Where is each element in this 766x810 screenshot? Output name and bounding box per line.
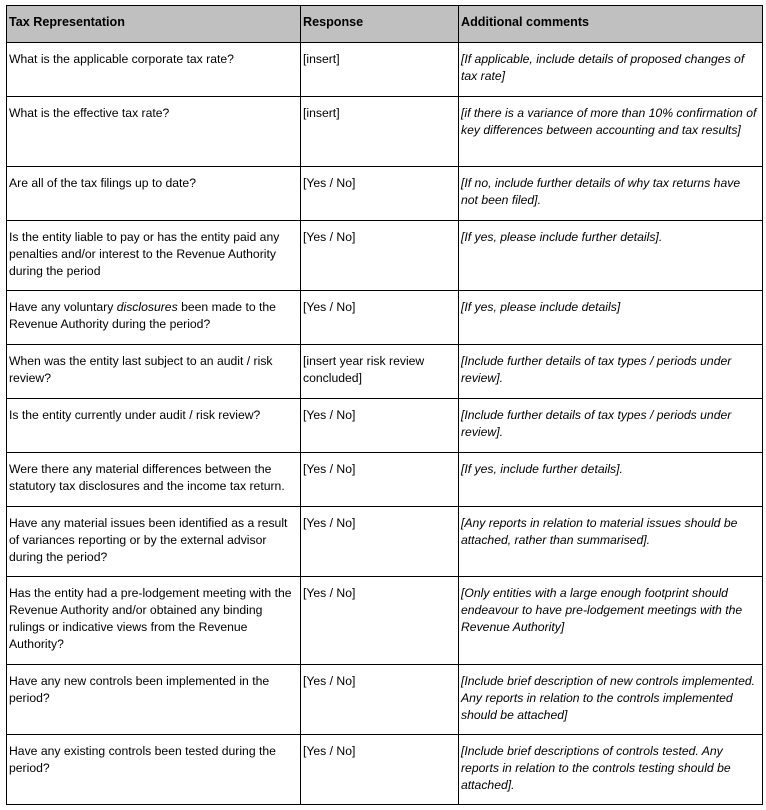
response-cell[interactable]: [Yes / No]: [301, 665, 459, 735]
question-text: Have any voluntary: [9, 300, 117, 314]
table-row: [7, 399, 763, 453]
question-cell: Have any material issues been identified as a result of variances reporting or by the external advisor during the period?: [7, 507, 301, 577]
comment-cell: [if there is a variance of more than 10% confirmation of key differences between accounting and tax results]: [459, 97, 763, 167]
response-cell[interactable]: [Yes / No]: [301, 453, 459, 507]
response-cell[interactable]: [Yes / No]: [301, 221, 459, 291]
comment-cell: [Include further details of tax types / periods under review].: [459, 399, 763, 453]
header-tax-representation: Tax Representation: [7, 6, 301, 43]
comment-cell: [Include brief description of new controls implemented. Any reports in relation to the controls implemented should be attached]: [459, 665, 763, 735]
comment-cell: [Only entities with a large enough footprint should endeavour to have pre-lodgement meetings with the Revenue Authority]: [459, 577, 763, 665]
table-row: [7, 665, 763, 735]
question-cell: What is the effective tax rate?: [7, 97, 301, 167]
table-row: [7, 577, 763, 665]
comment-cell: [If applicable, include details of proposed changes of tax rate]: [459, 43, 763, 97]
question-cell: Are all of the tax filings up to date?: [7, 167, 301, 221]
header-row: [7, 6, 763, 43]
header-response: Response: [301, 6, 459, 43]
question-cell: Were there any material differences between the statutory tax disclosures and the income tax return.: [7, 453, 301, 507]
table-row: [7, 291, 763, 345]
response-cell[interactable]: [Yes / No]: [301, 167, 459, 221]
question-cell: Is the entity currently under audit / risk review?: [7, 399, 301, 453]
question-cell: [7, 291, 301, 345]
response-cell[interactable]: [Yes / No]: [301, 735, 459, 805]
response-cell[interactable]: [Yes / No]: [301, 399, 459, 453]
comment-cell: [Include further details of tax types / periods under review].: [459, 345, 763, 399]
comment-cell: [If no, include further details of why tax returns have not been filed].: [459, 167, 763, 221]
tax-representation-table: [6, 5, 763, 805]
comment-cell: [Any reports in relation to material issues should be attached, rather than summarised].: [459, 507, 763, 577]
table-row: [7, 345, 763, 399]
response-cell[interactable]: [insert]: [301, 97, 459, 167]
comment-cell: [If yes, include further details].: [459, 453, 763, 507]
question-emphasis: disclosures: [116, 300, 178, 314]
table-row: [7, 507, 763, 577]
response-cell[interactable]: [Yes / No]: [301, 291, 459, 345]
question-cell: Have any new controls been implemented in the period?: [7, 665, 301, 735]
table-row: [7, 221, 763, 291]
table-row: [7, 97, 763, 167]
comment-cell: [If yes, please include further details].: [459, 221, 763, 291]
table-row: [7, 453, 763, 507]
table-row: [7, 167, 763, 221]
table-row: [7, 43, 763, 97]
table-row: [7, 735, 763, 805]
comment-cell: [If yes, please include details]: [459, 291, 763, 345]
question-cell: What is the applicable corporate tax rate?: [7, 43, 301, 97]
response-cell[interactable]: [insert]: [301, 43, 459, 97]
question-cell: Is the entity liable to pay or has the entity paid any penalties and/or interest to the Revenue Authority during the period: [7, 221, 301, 291]
response-cell[interactable]: [Yes / No]: [301, 507, 459, 577]
response-cell[interactable]: [insert year risk review concluded]: [301, 345, 459, 399]
question-cell: When was the entity last subject to an audit / risk review?: [7, 345, 301, 399]
question-text: been made to the Revenue Authority during the period?: [9, 300, 276, 331]
question-cell: Have any existing controls been tested during the period?: [7, 735, 301, 805]
question-cell: Has the entity had a pre-lodgement meeting with the Revenue Authority and/or obtained any binding rulings or indicative views from the Revenue Authority?: [7, 577, 301, 665]
comment-cell: [Include brief descriptions of controls tested. Any reports in relation to the controls testing should be attached].: [459, 735, 763, 805]
response-cell[interactable]: [Yes / No]: [301, 577, 459, 665]
header-additional-comments: Additional comments: [459, 6, 763, 43]
